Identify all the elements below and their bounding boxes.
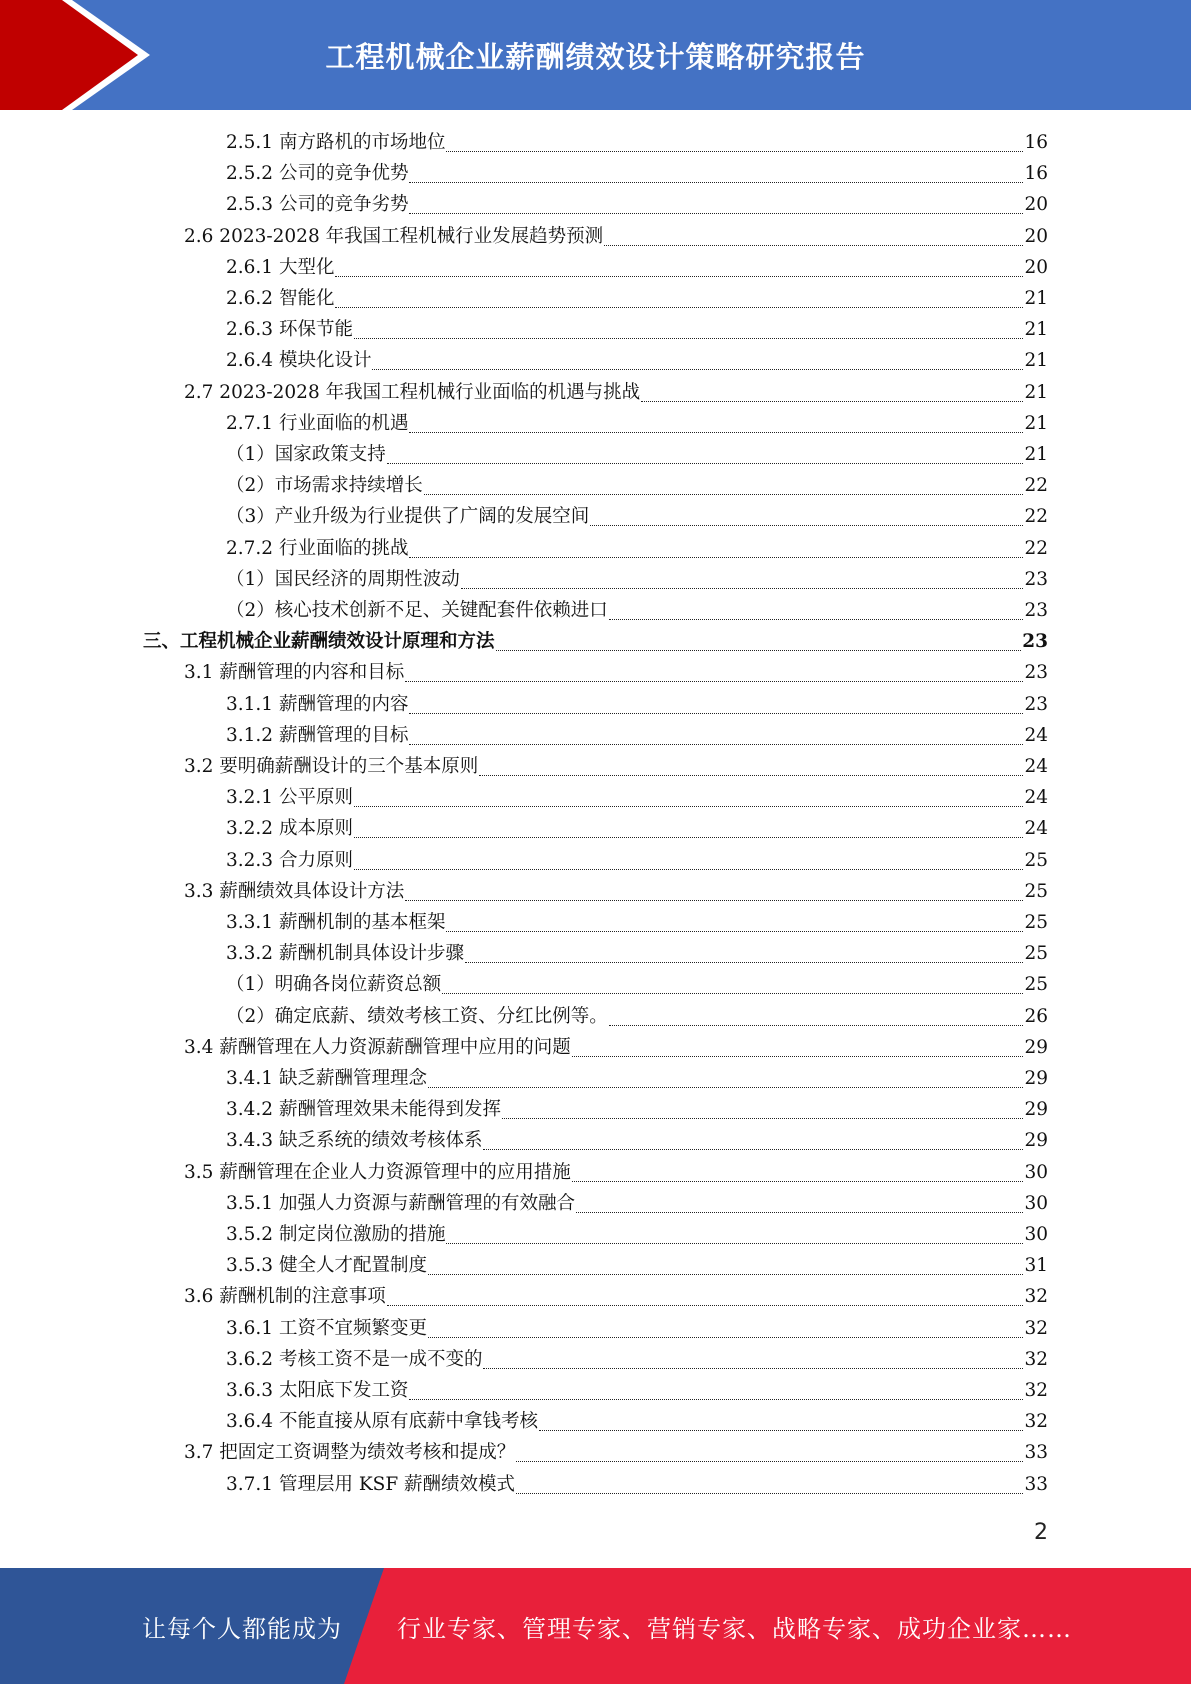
toc-entry-title: 3.1.1 薪酬管理的内容 — [226, 693, 409, 715]
toc-entry[interactable] — [226, 315, 1048, 346]
toc-entry[interactable] — [226, 1189, 1048, 1220]
toc-entry[interactable] — [184, 1282, 1048, 1313]
toc-dot-leader — [405, 899, 1023, 901]
toc-entry[interactable] — [226, 596, 1048, 627]
toc-entry[interactable] — [226, 908, 1048, 939]
toc-entry[interactable] — [226, 409, 1048, 440]
toc-entry-title: 3.2.1 公平原则 — [226, 787, 353, 809]
toc-dot-leader — [483, 1148, 1023, 1150]
toc-dot-leader — [428, 1086, 1023, 1088]
toc-entry-page: 24 — [1024, 724, 1048, 746]
toc-entry-page: 21 — [1024, 444, 1048, 465]
toc-entry[interactable] — [226, 253, 1048, 284]
toc-entry-page: 25 — [1024, 849, 1048, 871]
toc-entry-page: 21 — [1024, 319, 1048, 341]
toc-entry-title: 3.6 薪酬机制的注意事项 — [184, 1286, 386, 1308]
toc-entry-page: 20 — [1024, 225, 1048, 247]
toc-dot-leader — [446, 930, 1023, 932]
toc-entry[interactable] — [226, 471, 1048, 502]
toc-entry-title: 3.5.3 健全人才配置制度 — [226, 1255, 427, 1277]
toc-entry-page: 20 — [1024, 194, 1048, 216]
toc-entry-title: 2.6.2 智能化 — [226, 288, 335, 309]
toc-entry-title: 2.7.2 行业面临的挑战 — [226, 537, 409, 559]
toc-entry[interactable] — [226, 1345, 1048, 1376]
toc-entry-title: 3.6.4 不能直接从原有底薪中拿钱考核 — [226, 1411, 538, 1433]
toc-entry[interactable] — [226, 690, 1048, 721]
toc-entry-title: 3.1 薪酬管理的内容和目标 — [184, 662, 405, 684]
toc-entry-title: 3.4.2 薪酬管理效果未能得到发挥 — [226, 1099, 501, 1121]
toc-entry-title: 3.2.2 成本原则 — [226, 818, 353, 840]
toc-entry-page: 21 — [1024, 412, 1048, 434]
toc-entry-title: 3.7 把固定工资调整为绩效考核和提成？ — [184, 1442, 516, 1464]
toc-entry[interactable] — [226, 1002, 1048, 1033]
toc-dot-leader — [539, 1429, 1023, 1431]
toc-entry[interactable] — [226, 1095, 1048, 1126]
toc-entry[interactable] — [226, 1314, 1048, 1345]
toc-dot-leader — [604, 244, 1023, 246]
toc-entry-title: 2.5.3 公司的竞争劣势 — [226, 194, 409, 216]
toc-entry-title: 2.7.1 行业面临的机遇 — [226, 412, 409, 434]
toc-dot-leader — [409, 1398, 1023, 1400]
toc-dot-leader — [387, 462, 1024, 464]
toc-entry-title: 3.3 薪酬绩效具体设计方法 — [184, 880, 405, 902]
toc-dot-leader — [424, 493, 1024, 495]
toc-entry-page: 31 — [1024, 1255, 1048, 1277]
toc-dot-leader — [590, 524, 1023, 526]
toc-dot-leader — [387, 1304, 1024, 1306]
toc-entry-title: 3.5.1 加强人力资源与薪酬管理的有效融合 — [226, 1192, 575, 1214]
toc-entry-page: 23 — [1024, 662, 1048, 684]
toc-dot-leader — [609, 618, 1024, 620]
toc-entry-page: 32 — [1024, 1348, 1048, 1370]
toc-entry-title: 3.4.1 缺乏薪酬管理理念 — [226, 1068, 427, 1089]
toc-entry[interactable] — [184, 752, 1048, 783]
toc-entry-page: 32 — [1024, 1286, 1048, 1308]
toc-entry-page: 25 — [1024, 880, 1048, 902]
toc-dot-leader — [354, 805, 1024, 807]
toc-dot-leader — [405, 680, 1023, 682]
toc-dot-leader — [409, 212, 1023, 214]
toc-entry-title: 3.1.2 薪酬管理的目标 — [226, 724, 409, 746]
toc-dot-leader — [428, 1336, 1023, 1338]
toc-dot-leader — [461, 587, 1024, 589]
toc-entry-page: 29 — [1024, 1036, 1048, 1058]
toc-dot-leader — [442, 992, 1023, 994]
toc-entry[interactable] — [226, 939, 1048, 970]
footer-slogan-right: 行业专家、管理专家、营销专家、战略专家、成功企业家…… — [397, 1614, 1072, 1643]
toc-entry-page: 16 — [1024, 163, 1048, 185]
page-number: 2 — [1034, 1520, 1048, 1545]
toc-dot-leader — [354, 337, 1024, 339]
toc-entry[interactable] — [226, 1126, 1048, 1157]
toc-entry[interactable] — [226, 846, 1048, 877]
toc-entry[interactable] — [184, 378, 1048, 409]
toc-entry[interactable] — [226, 721, 1048, 752]
toc-entry-page: 30 — [1024, 1192, 1048, 1214]
toc-dot-leader — [641, 400, 1023, 402]
toc-entry[interactable] — [184, 1438, 1048, 1469]
toc-entry-title: 3.3.1 薪酬机制的基本框架 — [226, 912, 446, 933]
header-arrow-icon — [0, 0, 160, 110]
toc-entry[interactable] — [226, 565, 1048, 596]
toc-entry-page: 32 — [1024, 1317, 1048, 1339]
toc-entry-page: 25 — [1024, 943, 1048, 965]
toc-entry[interactable] — [226, 502, 1048, 533]
footer-slogan-left: 让每个人都能成为 — [142, 1614, 342, 1643]
toc-entry-title: 3.4 薪酬管理在人力资源薪酬管理中应用的问题 — [184, 1036, 571, 1058]
toc-entry-page: 16 — [1024, 132, 1048, 153]
toc-entry[interactable] — [226, 284, 1048, 315]
toc-dot-leader — [516, 1460, 1023, 1462]
page-header — [0, 0, 1191, 110]
toc-entry-title: 2.5.1 南方路机的市场地位 — [226, 132, 446, 153]
toc-entry-page: 23 — [1024, 693, 1048, 715]
toc-entry[interactable] — [226, 1470, 1048, 1501]
toc-dot-leader — [496, 649, 1022, 651]
toc-entry-page: 29 — [1024, 1068, 1048, 1089]
toc-entry-page: 23 — [1024, 568, 1048, 590]
toc-entry[interactable] — [226, 190, 1048, 221]
toc-dot-leader — [516, 1492, 1023, 1494]
toc-entry-title: 2.6.1 大型化 — [226, 256, 335, 278]
toc-entry-page: 24 — [1024, 756, 1048, 777]
toc-entry-title: 2.5.2 公司的竞争优势 — [226, 163, 409, 185]
toc-dot-leader — [354, 868, 1024, 870]
toc-entry[interactable] — [226, 1376, 1048, 1407]
toc-dot-leader — [409, 431, 1023, 433]
toc-entry-title: 2.6.3 环保节能 — [226, 319, 353, 341]
toc-entry[interactable] — [226, 128, 1048, 159]
toc-entry-page: 24 — [1024, 787, 1048, 809]
toc-entry[interactable] — [184, 1033, 1048, 1064]
toc-entry-title: （1）国民经济的周期性波动 — [226, 568, 460, 590]
toc-entry[interactable] — [184, 222, 1048, 253]
toc-dot-leader — [576, 1211, 1023, 1213]
toc-dot-leader — [335, 306, 1023, 308]
toc-dot-leader — [354, 836, 1024, 838]
toc-entry[interactable] — [226, 440, 1048, 471]
toc-entry-title: （3）产业升级为行业提供了广阔的发展空间 — [226, 506, 590, 528]
toc-entry-page: 32 — [1024, 1380, 1048, 1401]
toc-dot-leader — [446, 150, 1023, 152]
toc-entry[interactable] — [226, 1407, 1048, 1438]
toc-dot-leader — [409, 712, 1023, 714]
toc-entry-title: 2.6.4 模块化设计 — [226, 350, 372, 372]
toc-dot-leader — [609, 1024, 1024, 1026]
toc-entry[interactable] — [226, 970, 1048, 1001]
toc-entry-page: 30 — [1024, 1161, 1048, 1183]
toc-entry[interactable] — [184, 877, 1048, 908]
toc-entry[interactable] — [143, 627, 1048, 658]
toc-entry-page: 23 — [1024, 600, 1048, 621]
toc-entry[interactable] — [226, 346, 1048, 377]
toc-entry[interactable] — [226, 1064, 1048, 1095]
toc-entry-title: 3.6.1 工资不宜频繁变更 — [226, 1317, 427, 1339]
toc-entry-page: 22 — [1024, 506, 1048, 528]
toc-entry[interactable] — [226, 814, 1048, 845]
toc-entry-title: 3.5 薪酬管理在企业人力资源管理中的应用措施 — [184, 1161, 571, 1183]
toc-entry-page: 26 — [1024, 1005, 1048, 1027]
toc-entry-title: （2）确定底薪、绩效考核工资、分红比例等。 — [226, 1005, 608, 1027]
toc-entry-page: 33 — [1024, 1473, 1048, 1495]
toc-entry-page: 25 — [1024, 974, 1048, 996]
toc-entry-title: （2）核心技术创新不足、关键配套件依赖进口 — [226, 600, 608, 621]
toc-entry-page: 20 — [1024, 256, 1048, 278]
toc-dot-leader — [479, 774, 1023, 776]
toc-entry-title: 三、工程机械企业薪酬绩效设计原理和方法 — [143, 631, 495, 653]
toc-entry[interactable] — [226, 1220, 1048, 1251]
toc-dot-leader — [409, 181, 1023, 183]
toc-entry-page: 22 — [1024, 475, 1048, 497]
toc-entry-page: 32 — [1024, 1411, 1048, 1433]
toc-dot-leader — [446, 1242, 1023, 1244]
toc-entry-page: 21 — [1024, 381, 1048, 403]
toc-entry-title: 3.2.3 合力原则 — [226, 849, 353, 871]
toc-entry-page: 30 — [1024, 1224, 1048, 1245]
toc-entry-page: 22 — [1024, 537, 1048, 559]
page-footer — [0, 1568, 1191, 1684]
toc-dot-leader — [428, 1273, 1023, 1275]
toc-entry-title: 2.7 2023-2028 年我国工程机械行业面临的机遇与挑战 — [184, 381, 641, 403]
toc-entry-page: 21 — [1024, 288, 1048, 309]
toc-entry-page: 21 — [1024, 350, 1048, 372]
toc-dot-leader — [409, 556, 1023, 558]
toc-entry-title: 3.7.1 管理层用 KSF 薪酬绩效模式 — [226, 1473, 516, 1495]
toc-entry-title: 3.2 要明确薪酬设计的三个基本原则 — [184, 756, 479, 777]
toc-dot-leader — [572, 1180, 1024, 1182]
toc-entry[interactable] — [226, 534, 1048, 565]
toc-entry-title: 3.4.3 缺乏系统的绩效考核体系 — [226, 1130, 483, 1152]
toc-dot-leader — [572, 1055, 1024, 1057]
toc-entry[interactable] — [226, 783, 1048, 814]
toc-entry[interactable] — [226, 1251, 1048, 1282]
toc-entry-title: 3.6.3 太阳底下发工资 — [226, 1380, 409, 1401]
toc-entry-title: 3.3.2 薪酬机制具体设计步骤 — [226, 943, 464, 965]
toc-dot-leader — [372, 368, 1023, 370]
toc-entry[interactable] — [226, 159, 1048, 190]
toc-entry-title: 3.5.2 制定岗位激励的措施 — [226, 1224, 446, 1245]
toc-entry[interactable] — [184, 1158, 1048, 1189]
toc-entry-title: （1）国家政策支持 — [226, 444, 386, 465]
toc-entry-title: 2.6 2023-2028 年我国工程机械行业发展趋势预测 — [184, 225, 604, 247]
toc-entry-page: 24 — [1024, 818, 1048, 840]
toc-entry[interactable] — [184, 658, 1048, 689]
toc-entry-page: 29 — [1024, 1099, 1048, 1121]
toc-entry-title: （2）市场需求持续增长 — [226, 475, 423, 497]
toc-entry-page: 29 — [1024, 1130, 1048, 1152]
toc-entry-title: （1）明确各岗位薪资总额 — [226, 974, 442, 996]
toc-entry-title: 3.6.2 考核工资不是一成不变的 — [226, 1348, 483, 1370]
toc-dot-leader — [465, 961, 1023, 963]
report-title: 工程机械企业薪酬绩效设计策略研究报告 — [325, 39, 866, 74]
toc-entry-page: 23 — [1022, 631, 1048, 653]
toc-dot-leader — [502, 1117, 1023, 1119]
toc-dot-leader — [409, 743, 1023, 745]
toc-dot-leader — [483, 1367, 1023, 1369]
toc-entry-page: 25 — [1024, 912, 1048, 933]
toc-dot-leader — [335, 275, 1023, 277]
toc-entry-page: 33 — [1024, 1442, 1048, 1464]
